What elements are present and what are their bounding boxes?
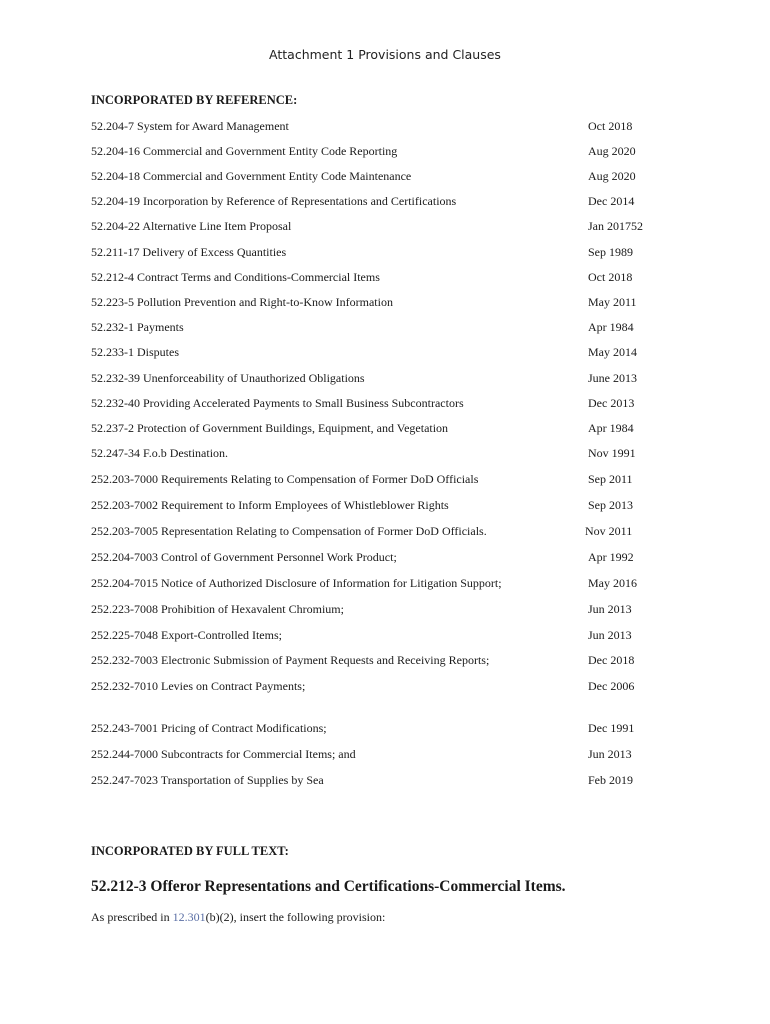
clause-row (91, 345, 691, 363)
clause-date: Nov 2011 (585, 524, 633, 538)
clause-name: 52.232-39 Unenforceability of Unauthorized Obligations (91, 371, 365, 385)
clause-name: 252.244-7000 Subcontracts for Commercial Items; and (91, 747, 356, 761)
clause-row (91, 169, 691, 187)
clause-date: Aug 2020 (588, 144, 636, 158)
clause-date: Jun 2013 (588, 747, 632, 761)
far-reference-link[interactable]: 12.301 (172, 910, 206, 924)
clause-date: Dec 2018 (588, 653, 635, 667)
clause-date: June 2013 (588, 371, 637, 385)
page-title: Attachment 1 Provisions and Clauses (269, 47, 501, 62)
clause-row (91, 679, 691, 697)
clause-name: 252.225-7048 Export-Controlled Items; (91, 628, 282, 642)
clause-date: May 2014 (588, 345, 637, 359)
clause-name: 52.232-1 Payments (91, 320, 184, 334)
clause-date: Sep 2013 (588, 498, 633, 512)
clause-name: 52.204-18 Commercial and Government Entity Code Maintenance (91, 169, 412, 183)
clause-row (91, 498, 691, 516)
clause-name: 52.204-22 Alternative Line Item Proposal (91, 219, 292, 233)
clause-name: 252.243-7001 Pricing of Contract Modifications; (91, 721, 327, 735)
clause-row (91, 320, 691, 338)
clause-date: Feb 2019 (588, 773, 633, 787)
clause-name: 52.204-7 System for Award Management (91, 119, 289, 133)
clause-row (91, 550, 691, 568)
clause-row (91, 747, 691, 765)
provision-title: 52.212-3 Offeror Representations and Certifications-Commercial Items. (91, 878, 566, 895)
section-heading-full-text: INCORPORATED BY FULL TEXT: (91, 844, 289, 858)
clause-date: Dec 1991 (588, 721, 635, 735)
clause-row (91, 773, 691, 791)
clause-name: 252.203-7005 Representation Relating to Compensation of Former DoD Officials. (91, 524, 487, 538)
clause-name: 252.203-7002 Requirement to Inform Employees of Whistleblower Rights (91, 498, 449, 512)
clause-row (91, 245, 691, 263)
clause-row (91, 653, 691, 671)
instruction-before: As prescribed in (91, 910, 173, 924)
clause-date: Jun 2013 (588, 628, 632, 642)
clause-row (91, 576, 691, 594)
clause-name: 52.232-40 Providing Accelerated Payments to Small Business Subcontractors (91, 396, 464, 410)
clause-name: 252.247-7023 Transportation of Supplies by Sea (91, 773, 324, 787)
clause-date: Jan 201752 (588, 219, 643, 233)
section-heading-reference: INCORPORATED BY REFERENCE: (91, 93, 298, 107)
clause-date: Apr 1984 (588, 421, 634, 435)
clause-name: 252.232-7003 Electronic Submission of Payment Requests and Receiving Reports; (91, 653, 490, 667)
clause-name: 252.204-7015 Notice of Authorized Disclosure of Information for Litigation Support; (91, 576, 502, 590)
clause-date: Dec 2013 (588, 396, 635, 410)
instruction-after: (b)(2), insert the following provision: (205, 910, 386, 924)
clause-date: Jun 2013 (588, 602, 632, 616)
clause-row (91, 219, 691, 237)
clause-row (91, 602, 691, 620)
clause-name: 52.211-17 Delivery of Excess Quantities (91, 245, 287, 259)
clause-row (91, 194, 691, 212)
clause-name: 52.247-34 F.o.b Destination. (91, 446, 229, 460)
clause-row (91, 472, 691, 490)
clause-date: Apr 1992 (588, 550, 634, 564)
clause-name: 52.233-1 Disputes (91, 345, 179, 359)
clause-name: 52.237-2 Protection of Government Buildings, Equipment, and Vegetation (91, 421, 449, 435)
clause-row (91, 270, 691, 288)
clause-name: 52.223-5 Pollution Prevention and Right-to-Know Information (91, 295, 393, 309)
clause-row (91, 524, 691, 542)
clause-name: 252.203-7000 Requirements Relating to Compensation of Former DoD Officials (91, 472, 479, 486)
clause-row (91, 421, 691, 439)
clause-name: 52.212-4 Contract Terms and Conditions-Commercial Items (91, 270, 380, 284)
clause-date: May 2016 (588, 576, 637, 590)
clause-date: Sep 2011 (588, 472, 633, 486)
clause-date: Oct 2018 (588, 270, 633, 284)
clause-date: Dec 2006 (588, 679, 635, 693)
clause-date: Aug 2020 (588, 169, 636, 183)
clause-date: Apr 1984 (588, 320, 634, 334)
clause-date: Sep 1989 (588, 245, 633, 259)
clause-name: 252.204-7003 Control of Government Personnel Work Product; (91, 550, 397, 564)
clause-row (91, 295, 691, 313)
clause-name: 252.223-7008 Prohibition of Hexavalent Chromium; (91, 602, 344, 616)
clause-row (91, 446, 691, 464)
clause-row (91, 396, 691, 414)
clause-row (91, 721, 691, 739)
clause-date: Dec 2014 (588, 194, 635, 208)
clause-date: May 2011 (588, 295, 637, 309)
clause-row (91, 144, 691, 162)
clause-date: Oct 2018 (588, 119, 633, 133)
clause-name: 52.204-19 Incorporation by Reference of Representations and Certifications (91, 194, 457, 208)
clause-row (91, 119, 691, 137)
instruction-text (91, 910, 385, 925)
clause-date: Nov 1991 (588, 446, 636, 460)
clause-name: 252.232-7010 Levies on Contract Payments; (91, 679, 306, 693)
clause-name: 52.204-16 Commercial and Government Entity Code Reporting (91, 144, 398, 158)
clause-row (91, 371, 691, 389)
clause-row (91, 628, 691, 646)
